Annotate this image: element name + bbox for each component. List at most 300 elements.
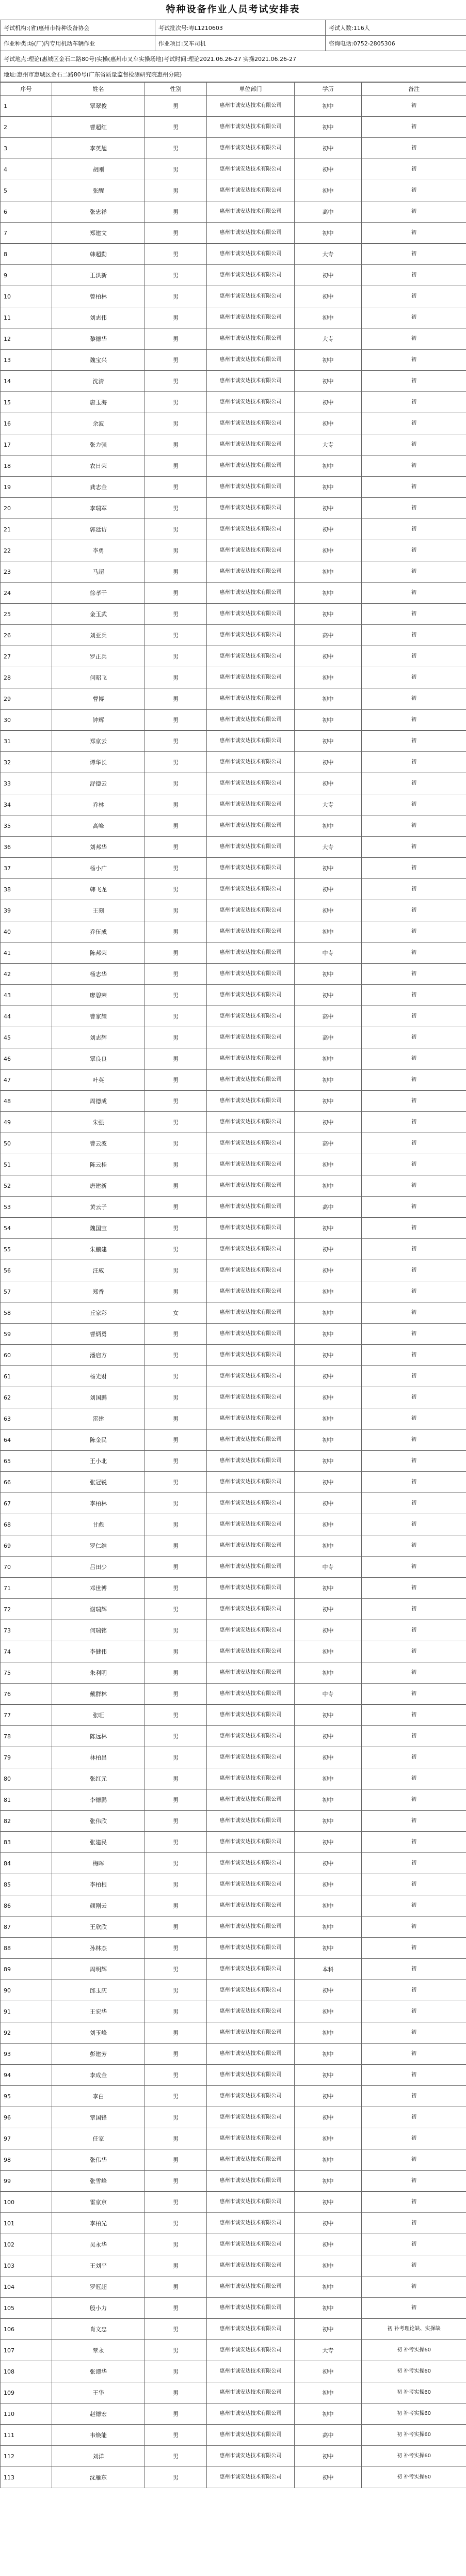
cell-education: 初中: [295, 1789, 362, 1811]
cell-education: 初中: [295, 2022, 362, 2044]
cell-gender: 男: [145, 752, 207, 773]
cell-index: 66: [1, 1472, 52, 1493]
cell-education: 初中: [295, 2001, 362, 2022]
cell-education: 初中: [295, 1980, 362, 2001]
cell-remark: 初: [362, 625, 466, 646]
cell-gender: 男: [145, 2022, 207, 2044]
cell-unit: 惠州市诚安达技术有限公司: [207, 1218, 295, 1239]
cell-remark: 初: [362, 540, 466, 561]
cell-index: 102: [1, 2234, 52, 2255]
cell-education: 初中: [295, 2234, 362, 2255]
cell-unit: 惠州市诚安达技术有限公司: [207, 371, 295, 392]
cell-name: 杨光财: [52, 1366, 145, 1387]
table-row: [1, 328, 466, 350]
cell-remark: 初: [362, 1430, 466, 1451]
cell-index: 65: [1, 1451, 52, 1472]
cell-remark: 初 补考实操60: [362, 2340, 466, 2361]
cell-gender: 男: [145, 773, 207, 794]
cell-index: 95: [1, 2086, 52, 2107]
cell-education: 初中: [295, 1281, 362, 1302]
cell-remark: 初: [362, 96, 466, 117]
cell-unit: 惠州市诚安达技术有限公司: [207, 1472, 295, 1493]
cell-gender: 男: [145, 1260, 207, 1281]
cell-index: 23: [1, 561, 52, 583]
table-row: [1, 583, 466, 604]
cell-name: 唐建新: [52, 1175, 145, 1197]
cell-gender: 男: [145, 1048, 207, 1070]
cell-name: 梅晖: [52, 1853, 145, 1874]
cell-unit: 惠州市诚安达技术有限公司: [207, 159, 295, 180]
cell-unit: 惠州市诚安达技术有限公司: [207, 2361, 295, 2382]
table-row: [1, 1091, 466, 1112]
cell-remark: 初: [362, 265, 466, 286]
cell-index: 42: [1, 964, 52, 985]
cell-index: 85: [1, 1874, 52, 1895]
cell-education: 初中: [295, 286, 362, 307]
cell-remark: 初: [362, 1027, 466, 1048]
cell-index: 83: [1, 1832, 52, 1853]
cell-name: 陈邦荣: [52, 943, 145, 964]
cell-unit: 惠州市诚安达技术有限公司: [207, 858, 295, 879]
cell-gender: 男: [145, 455, 207, 477]
cell-name: 王宏华: [52, 2001, 145, 2022]
cell-unit: 惠州市诚安达技术有限公司: [207, 752, 295, 773]
cell-gender: 男: [145, 244, 207, 265]
cell-education: 初中: [295, 858, 362, 879]
cell-index: 109: [1, 2382, 52, 2404]
cell-gender: 男: [145, 138, 207, 159]
cell-education: 中专: [295, 943, 362, 964]
cell-gender: 男: [145, 413, 207, 434]
cell-remark: 初: [362, 1811, 466, 1832]
cell-gender: 男: [145, 2234, 207, 2255]
exam-count: 考试人数:116人: [326, 20, 466, 36]
cell-education: 初中: [295, 117, 362, 138]
table-row: [1, 138, 466, 159]
cell-gender: 男: [145, 815, 207, 837]
cell-unit: 惠州市诚安达技术有限公司: [207, 1006, 295, 1027]
cell-unit: 惠州市诚安达技术有限公司: [207, 2298, 295, 2319]
exam-batch-no: 考试批次号:粤L1210603: [155, 20, 326, 36]
cell-index: 18: [1, 455, 52, 477]
cell-education: 初中: [295, 773, 362, 794]
cell-gender: 男: [145, 900, 207, 921]
cell-gender: 男: [145, 1874, 207, 1895]
table-row: [1, 96, 466, 117]
cell-remark: 初: [362, 1874, 466, 1895]
cell-index: 67: [1, 1493, 52, 1514]
cell-unit: 惠州市诚安达技术有限公司: [207, 2276, 295, 2298]
cell-name: 李健伟: [52, 1641, 145, 1662]
cell-education: 大专: [295, 244, 362, 265]
cell-remark: 初: [362, 519, 466, 540]
cell-name: 曹炳勇: [52, 1324, 145, 1345]
work-item: 作业项目:叉车司机: [155, 36, 326, 51]
cell-unit: 惠州市诚安达技术有限公司: [207, 519, 295, 540]
cell-index: 73: [1, 1620, 52, 1641]
cell-gender: 男: [145, 2298, 207, 2319]
cell-index: 59: [1, 1324, 52, 1345]
cell-name: 张雪峰: [52, 2171, 145, 2192]
cell-gender: 男: [145, 392, 207, 413]
table-row: [1, 1959, 466, 1980]
cell-unit: 惠州市诚安达技术有限公司: [207, 1535, 295, 1557]
table-row: [1, 1938, 466, 1959]
cell-remark: 初: [362, 1133, 466, 1154]
cell-index: 33: [1, 773, 52, 794]
cell-gender: 男: [145, 1641, 207, 1662]
cell-index: 100: [1, 2192, 52, 2213]
table-row: [1, 985, 466, 1006]
cell-remark: 初: [362, 1324, 466, 1345]
cell-unit: 惠州市诚安达技术有限公司: [207, 1726, 295, 1747]
table-row: [1, 1705, 466, 1726]
cell-name: 吴永华: [52, 2234, 145, 2255]
cell-remark: 初: [362, 943, 466, 964]
cell-unit: 惠州市诚安达技术有限公司: [207, 964, 295, 985]
table-row: [1, 1620, 466, 1641]
cell-index: 39: [1, 900, 52, 921]
cell-unit: 惠州市诚安达技术有限公司: [207, 921, 295, 943]
cell-remark: 初: [362, 1938, 466, 1959]
cell-unit: 惠州市诚安达技术有限公司: [207, 455, 295, 477]
cell-unit: 惠州市诚安达技术有限公司: [207, 350, 295, 371]
cell-gender: 男: [145, 2086, 207, 2107]
cell-index: 81: [1, 1789, 52, 1811]
cell-gender: 男: [145, 1091, 207, 1112]
table-row: [1, 2404, 466, 2425]
cell-unit: 惠州市诚安达技术有限公司: [207, 1557, 295, 1578]
cell-unit: 惠州市诚安达技术有限公司: [207, 1980, 295, 2001]
cell-remark: 初 补考实操60: [362, 2446, 466, 2467]
cell-gender: 男: [145, 1705, 207, 1726]
cell-gender: 男: [145, 625, 207, 646]
cell-education: 初中: [295, 2255, 362, 2276]
cell-education: 初中: [295, 1345, 362, 1366]
cell-remark: 初: [362, 180, 466, 201]
cell-remark: 初: [362, 710, 466, 731]
cell-remark: 初: [362, 223, 466, 244]
cell-remark: 初: [362, 1472, 466, 1493]
cell-gender: 男: [145, 1811, 207, 1832]
cell-name: 张伟欣: [52, 1811, 145, 1832]
cell-unit: 惠州市诚安达技术有限公司: [207, 244, 295, 265]
table-row: [1, 2149, 466, 2171]
cell-index: 93: [1, 2044, 52, 2065]
table-row: [1, 180, 466, 201]
cell-gender: 男: [145, 117, 207, 138]
cell-name: 金玉武: [52, 604, 145, 625]
table-row: [1, 879, 466, 900]
table-row: [1, 1578, 466, 1599]
cell-gender: 男: [145, 159, 207, 180]
cell-education: 初中: [295, 1514, 362, 1535]
table-row: [1, 2213, 466, 2234]
table-row: [1, 1218, 466, 1239]
cell-index: 69: [1, 1535, 52, 1557]
table-row: [1, 392, 466, 413]
table-row: [1, 646, 466, 667]
cell-remark: 初: [362, 858, 466, 879]
cell-index: 25: [1, 604, 52, 625]
table-row: [1, 1281, 466, 1302]
cell-index: 94: [1, 2065, 52, 2086]
candidate-roster-table: [0, 82, 466, 2488]
cell-unit: 惠州市诚安达技术有限公司: [207, 1430, 295, 1451]
cell-remark: 初: [362, 1895, 466, 1917]
cell-remark: 初: [362, 2255, 466, 2276]
table-row: [1, 2001, 466, 2022]
cell-unit: 惠州市诚安达技术有限公司: [207, 2022, 295, 2044]
cell-remark: 初: [362, 201, 466, 223]
table-row: [1, 159, 466, 180]
cell-unit: 惠州市诚安达技术有限公司: [207, 1387, 295, 1408]
cell-gender: 男: [145, 2044, 207, 2065]
cell-education: 高中: [295, 2425, 362, 2446]
cell-name: 张谭华: [52, 2361, 145, 2382]
cell-education: 初中: [295, 985, 362, 1006]
cell-remark: 初: [362, 1959, 466, 1980]
cell-gender: 男: [145, 1472, 207, 1493]
table-row: [1, 2044, 466, 2065]
cell-index: 5: [1, 180, 52, 201]
cell-gender: 男: [145, 2149, 207, 2171]
cell-gender: 男: [145, 1980, 207, 2001]
cell-name: 曹博: [52, 688, 145, 710]
cell-remark: 初: [362, 837, 466, 858]
cell-index: 60: [1, 1345, 52, 1366]
cell-unit: 惠州市诚安达技术有限公司: [207, 1493, 295, 1514]
cell-remark: 初 补考实操60: [362, 2467, 466, 2488]
cell-gender: 男: [145, 1493, 207, 1514]
header-education: 学历: [295, 83, 362, 96]
cell-education: 初中: [295, 1599, 362, 1620]
cell-name: 刘国鹏: [52, 1387, 145, 1408]
cell-education: 初中: [295, 1091, 362, 1112]
cell-remark: 初: [362, 1705, 466, 1726]
cell-education: 高中: [295, 201, 362, 223]
cell-remark: 初: [362, 1302, 466, 1324]
cell-gender: 男: [145, 2255, 207, 2276]
table-row: [1, 688, 466, 710]
cell-name: 杨志华: [52, 964, 145, 985]
cell-index: 71: [1, 1578, 52, 1599]
cell-name: 钟辉: [52, 710, 145, 731]
cell-gender: 男: [145, 498, 207, 519]
cell-unit: 惠州市诚安达技术有限公司: [207, 1154, 295, 1175]
cell-name: 汪威: [52, 1260, 145, 1281]
cell-education: 初中: [295, 413, 362, 434]
cell-name: 沈清: [52, 371, 145, 392]
table-row: [1, 1133, 466, 1154]
cell-index: 97: [1, 2128, 52, 2149]
cell-unit: 惠州市诚安达技术有限公司: [207, 1514, 295, 1535]
cell-unit: 惠州市诚安达技术有限公司: [207, 943, 295, 964]
cell-education: 初中: [295, 180, 362, 201]
cell-gender: 男: [145, 604, 207, 625]
table-row: [1, 1895, 466, 1917]
cell-name: 陈金民: [52, 1430, 145, 1451]
cell-education: 初中: [295, 688, 362, 710]
cell-remark: 初: [362, 773, 466, 794]
cell-unit: 惠州市诚安达技术有限公司: [207, 1832, 295, 1853]
cell-gender: 男: [145, 1345, 207, 1366]
cell-index: 96: [1, 2107, 52, 2128]
cell-remark: 初: [362, 2065, 466, 2086]
table-row: [1, 2319, 466, 2340]
cell-index: 56: [1, 1260, 52, 1281]
cell-gender: 男: [145, 2128, 207, 2149]
cell-unit: 惠州市诚安达技术有限公司: [207, 2001, 295, 2022]
cell-name: 王欣欣: [52, 1917, 145, 1938]
cell-education: 大专: [295, 794, 362, 815]
cell-education: 初中: [295, 752, 362, 773]
cell-gender: 男: [145, 477, 207, 498]
cell-name: 周明辉: [52, 1959, 145, 1980]
cell-name: 郭廷访: [52, 519, 145, 540]
cell-index: 47: [1, 1070, 52, 1091]
cell-name: 龚志金: [52, 477, 145, 498]
cell-unit: 惠州市诚安达技术有限公司: [207, 1959, 295, 1980]
table-row: [1, 1048, 466, 1070]
table-row: [1, 519, 466, 540]
cell-gender: 男: [145, 1557, 207, 1578]
cell-name: 覃良良: [52, 1048, 145, 1070]
table-row: [1, 2382, 466, 2404]
cell-index: 62: [1, 1387, 52, 1408]
cell-unit: 惠州市诚安达技术有限公司: [207, 328, 295, 350]
cell-index: 13: [1, 350, 52, 371]
table-row: [1, 1599, 466, 1620]
cell-gender: 男: [145, 731, 207, 752]
cell-name: 周德成: [52, 1091, 145, 1112]
cell-remark: 初: [362, 392, 466, 413]
cell-gender: 男: [145, 1197, 207, 1218]
cell-unit: 惠州市诚安达技术有限公司: [207, 180, 295, 201]
info-row: [1, 36, 466, 51]
cell-education: 初中: [295, 2467, 362, 2488]
cell-index: 74: [1, 1641, 52, 1662]
cell-name: 张力强: [52, 434, 145, 455]
cell-name: 李勇: [52, 540, 145, 561]
table-row: [1, 1260, 466, 1281]
cell-remark: 初: [362, 2276, 466, 2298]
cell-name: 沈雁东: [52, 2467, 145, 2488]
cell-education: 初中: [295, 1853, 362, 1874]
cell-remark: 初: [362, 2234, 466, 2255]
cell-unit: 惠州市诚安达技术有限公司: [207, 1197, 295, 1218]
exam-location-time: 考试地点:理论(惠城区金石二路80号)实操(惠州市叉车实操场地)考试时间:理论2021.06.26-27 实操2021.06.26-27: [1, 51, 466, 67]
cell-name: 李德鹏: [52, 1789, 145, 1811]
cell-remark: 初: [362, 1662, 466, 1684]
cell-education: 大专: [295, 328, 362, 350]
cell-gender: 男: [145, 583, 207, 604]
cell-index: 105: [1, 2298, 52, 2319]
cell-education: 初中: [295, 1324, 362, 1345]
cell-index: 82: [1, 1811, 52, 1832]
cell-name: 张醒: [52, 180, 145, 201]
cell-index: 38: [1, 879, 52, 900]
cell-unit: 惠州市诚安达技术有限公司: [207, 1747, 295, 1768]
cell-index: 64: [1, 1430, 52, 1451]
cell-unit: 惠州市诚安达技术有限公司: [207, 1070, 295, 1091]
cell-unit: 惠州市诚安达技术有限公司: [207, 1917, 295, 1938]
cell-remark: 初: [362, 1917, 466, 1938]
table-row: [1, 858, 466, 879]
document-title: 特种设备作业人员考试安排表: [166, 4, 300, 15]
table-row: [1, 2446, 466, 2467]
cell-education: 初中: [295, 1451, 362, 1472]
cell-education: 初中: [295, 498, 362, 519]
exam-info-table: [0, 20, 466, 82]
cell-index: 22: [1, 540, 52, 561]
cell-name: 乔林: [52, 794, 145, 815]
cell-remark: 初: [362, 434, 466, 455]
cell-gender: 男: [145, 2382, 207, 2404]
cell-index: 108: [1, 2361, 52, 2382]
cell-remark: 初: [362, 413, 466, 434]
contact-phone: 咨询电话:0752-2805306: [326, 36, 466, 51]
cell-gender: 男: [145, 1324, 207, 1345]
cell-gender: 男: [145, 1832, 207, 1853]
cell-index: 29: [1, 688, 52, 710]
table-row: [1, 1366, 466, 1387]
cell-education: 初中: [295, 2213, 362, 2234]
cell-education: 初中: [295, 921, 362, 943]
cell-gender: 男: [145, 2107, 207, 2128]
cell-gender: 男: [145, 2467, 207, 2488]
cell-education: 初中: [295, 540, 362, 561]
cell-education: 初中: [295, 2086, 362, 2107]
cell-remark: 初: [362, 1239, 466, 1260]
cell-remark: 初: [362, 1578, 466, 1599]
cell-gender: 女: [145, 1302, 207, 1324]
cell-gender: 男: [145, 794, 207, 815]
table-row: [1, 244, 466, 265]
cell-education: 初中: [295, 2107, 362, 2128]
table-row: [1, 964, 466, 985]
cell-index: 101: [1, 2213, 52, 2234]
cell-unit: 惠州市诚安达技术有限公司: [207, 1895, 295, 1917]
table-row: [1, 1832, 466, 1853]
cell-gender: 男: [145, 1133, 207, 1154]
cell-education: 初中: [295, 1070, 362, 1091]
table-row: [1, 1175, 466, 1197]
cell-name: 赵德宏: [52, 2404, 145, 2425]
cell-name: 刘亚兵: [52, 625, 145, 646]
table-row: [1, 1239, 466, 1260]
cell-gender: 男: [145, 646, 207, 667]
cell-education: 初中: [295, 1472, 362, 1493]
table-row: [1, 1493, 466, 1514]
cell-index: 20: [1, 498, 52, 519]
cell-gender: 男: [145, 1514, 207, 1535]
cell-unit: 惠州市诚安达技术有限公司: [207, 117, 295, 138]
cell-unit: 惠州市诚安达技术有限公司: [207, 2192, 295, 2213]
table-row: [1, 1324, 466, 1345]
cell-name: 雷京京: [52, 2192, 145, 2213]
cell-gender: 男: [145, 985, 207, 1006]
cell-index: 58: [1, 1302, 52, 1324]
cell-education: 初中: [295, 371, 362, 392]
cell-gender: 男: [145, 2361, 207, 2382]
cell-index: 87: [1, 1917, 52, 1938]
cell-name: 丘家彩: [52, 1302, 145, 1324]
cell-name: 吕田少: [52, 1557, 145, 1578]
cell-index: 7: [1, 223, 52, 244]
cell-index: 24: [1, 583, 52, 604]
cell-remark: 初: [362, 2213, 466, 2234]
